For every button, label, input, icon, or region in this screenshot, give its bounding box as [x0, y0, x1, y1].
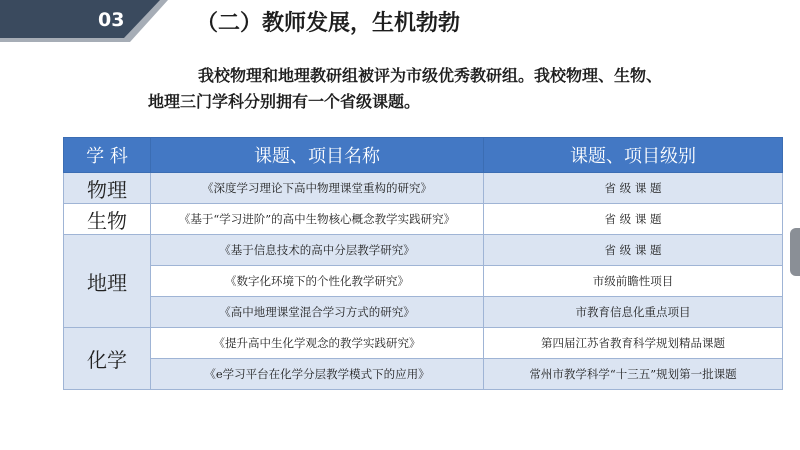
subject-cell: 地理 [64, 235, 151, 328]
section-badge [0, 0, 168, 42]
table-row [64, 297, 783, 328]
project-level-cell: 市级前瞻性项目 [484, 266, 783, 297]
project-name-cell: 《基于“学习进阶”的高中生物核心概念教学实践研究》 [151, 204, 484, 235]
header-subject: 学 科 [64, 138, 151, 173]
side-tab[interactable] [790, 228, 800, 276]
project-name-cell: 《e学习平台在化学分层教学模式下的应用》 [151, 359, 484, 390]
subject-cell: 物理 [64, 173, 151, 204]
table-row [64, 204, 783, 235]
table-row [64, 173, 783, 204]
project-level-cell: 市教育信息化重点项目 [484, 297, 783, 328]
table-row [64, 235, 783, 266]
project-name-cell: 《基于信息技术的高中分层教学研究》 [151, 235, 484, 266]
project-name-cell: 《提升高中生化学观念的教学实践研究》 [151, 328, 484, 359]
badge-shape [0, 0, 168, 42]
project-level-cell: 省 级 课 题 [484, 173, 783, 204]
project-level-cell: 省 级 课 题 [484, 204, 783, 235]
subject-cell: 生物 [64, 204, 151, 235]
table-row [64, 266, 783, 297]
header-project-name: 课题、项目名称 [151, 138, 484, 173]
projects-table [63, 137, 783, 390]
header-project-level: 课题、项目级别 [484, 138, 783, 173]
project-level-cell: 省 级 课 题 [484, 235, 783, 266]
project-level-cell: 第四届江苏省教育科学规划精品课题 [484, 328, 783, 359]
project-level-cell: 常州市教学科学“十三五”规划第一批课题 [484, 359, 783, 390]
intro-line-1: 我校物理和地理教研组被评为市级优秀教研组。我校物理、生物、 [198, 66, 663, 85]
table-row [64, 359, 783, 390]
intro-paragraph [148, 63, 738, 115]
table-row [64, 328, 783, 359]
project-name-cell: 《深度学习理论下高中物理课堂重构的研究》 [151, 173, 484, 204]
subject-cell: 化学 [64, 328, 151, 390]
section-title: （二）教师发展，生机勃勃 [196, 11, 461, 36]
section-number: 03 [98, 9, 125, 31]
table-header-row [64, 138, 783, 173]
project-name-cell: 《高中地理课堂混合学习方式的研究》 [151, 297, 484, 328]
intro-line-2: 地理三门学科分别拥有一个省级课题。 [148, 92, 421, 111]
project-name-cell: 《数字化环境下的个性化教学研究》 [151, 266, 484, 297]
